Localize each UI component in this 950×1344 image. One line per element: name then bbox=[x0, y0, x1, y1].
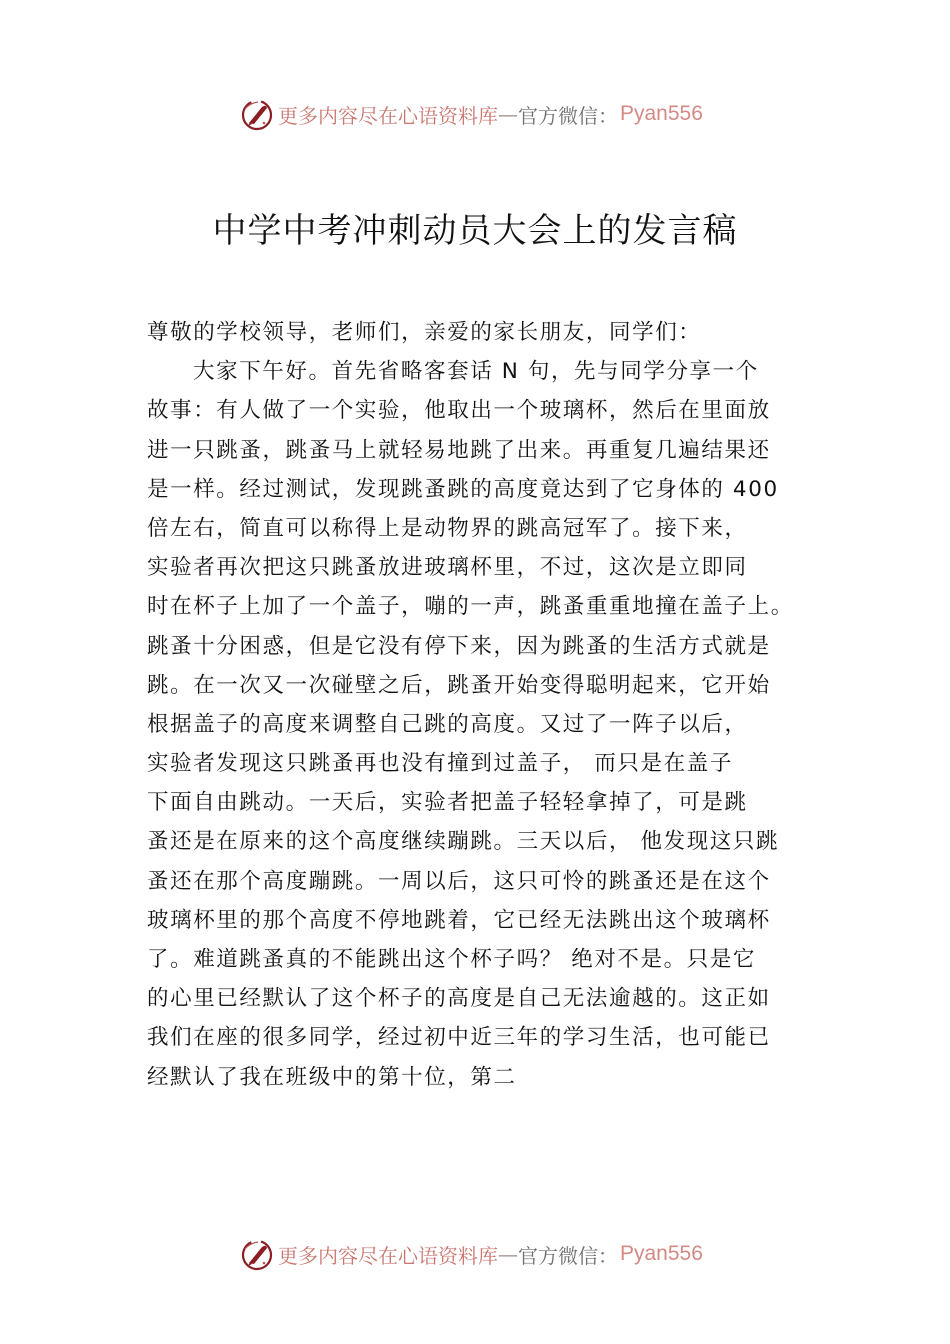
paragraph-line: 下面自由跳动。一天后，实验者把盖子轻轻拿掉了，可是跳 bbox=[147, 790, 748, 816]
quill-pen-logo-icon bbox=[240, 1237, 274, 1271]
paragraph-line: 实验者再次把这只跳蚤放进玻璃杯里，不过，这次是立即同 bbox=[147, 555, 748, 581]
separator: — bbox=[498, 1242, 518, 1266]
promo-text: 更多内容尽在心语资料库 bbox=[278, 103, 498, 128]
paragraph-line: 根据盖子的高度来调整自己跳的高度。又过了一阵子以后， bbox=[147, 711, 748, 737]
wechat-label: 官方微信： bbox=[518, 103, 618, 128]
document-title: 中学中考冲刺动员大会上的发言稿 bbox=[212, 211, 738, 251]
paragraph-line: 玻璃杯里的那个高度不停地跳着，它已经无法跳出这个玻璃杯 bbox=[147, 907, 771, 933]
paragraph-line: 经默认了我在班级中的第十位，第二 bbox=[147, 1064, 517, 1090]
paragraph-line: 的心里已经默认了这个杯子的高度是自己无法逾越的。这正如 bbox=[147, 986, 771, 1012]
paragraph-line: 跳蚤十分困惑，但是它没有停下来，因为跳蚤的生活方式就是 bbox=[147, 633, 771, 659]
paragraph-line: 倍左右，简直可以称得上是动物界的跳高冠军了。接下来， bbox=[147, 515, 748, 541]
separator: — bbox=[498, 102, 518, 126]
promo-text: 更多内容尽在心语资料库 bbox=[278, 1243, 498, 1268]
document-body bbox=[147, 313, 847, 1097]
paragraph-line: 我们在座的很多同学，经过初中近三年的学习生活，也可能已 bbox=[147, 1025, 771, 1051]
wechat-id: Pyan556 bbox=[620, 102, 703, 125]
quill-pen-logo-icon bbox=[240, 97, 274, 131]
paragraph-line: 蚤还在那个高度蹦跳。一周以后，这只可怜的跳蚤还是在这个 bbox=[147, 868, 771, 894]
paragraph-line: 蚤还是在原来的这个高度继续蹦跳。三天以后， 他发现这只跳 bbox=[147, 829, 780, 855]
footer-banner bbox=[240, 1234, 740, 1274]
paragraph-line: 时在杯子上加了一个盖子，嘣的一声，跳蚤重重地撞在盖子上。 bbox=[147, 594, 794, 620]
wechat-label: 官方微信： bbox=[518, 1243, 618, 1268]
salutation-line: 尊敬的学校领导，老师们，亲爱的家长朋友，同学们： bbox=[147, 320, 702, 345]
paragraph-line: 实验者发现这只跳蚤再也没有撞到过盖子， 而只是在盖子 bbox=[147, 751, 733, 777]
paragraph-line: 大家下午好。首先省略客套话 N 句，先与同学分享一个 bbox=[193, 359, 759, 385]
paragraph-line: 了。难道跳蚤真的不能跳出这个杯子吗？ 绝对不是。只是它 bbox=[147, 947, 757, 972]
paragraph-line: 进一只跳蚤，跳蚤马上就轻易地跳了出来。再重复几遍结果还 bbox=[147, 437, 771, 463]
header-banner bbox=[240, 94, 740, 134]
wechat-id: Pyan556 bbox=[620, 1242, 703, 1265]
paragraph-line: 是一样。经过测试，发现跳蚤跳的高度竟达到了它身体的 400 bbox=[147, 476, 779, 502]
paragraph-line: 故事：有人做了一个实验，他取出一个玻璃杯，然后在里面放 bbox=[147, 398, 771, 424]
paragraph-line: 跳。在一次又一次碰壁之后，跳蚤开始变得聪明起来，它开始 bbox=[147, 672, 771, 698]
